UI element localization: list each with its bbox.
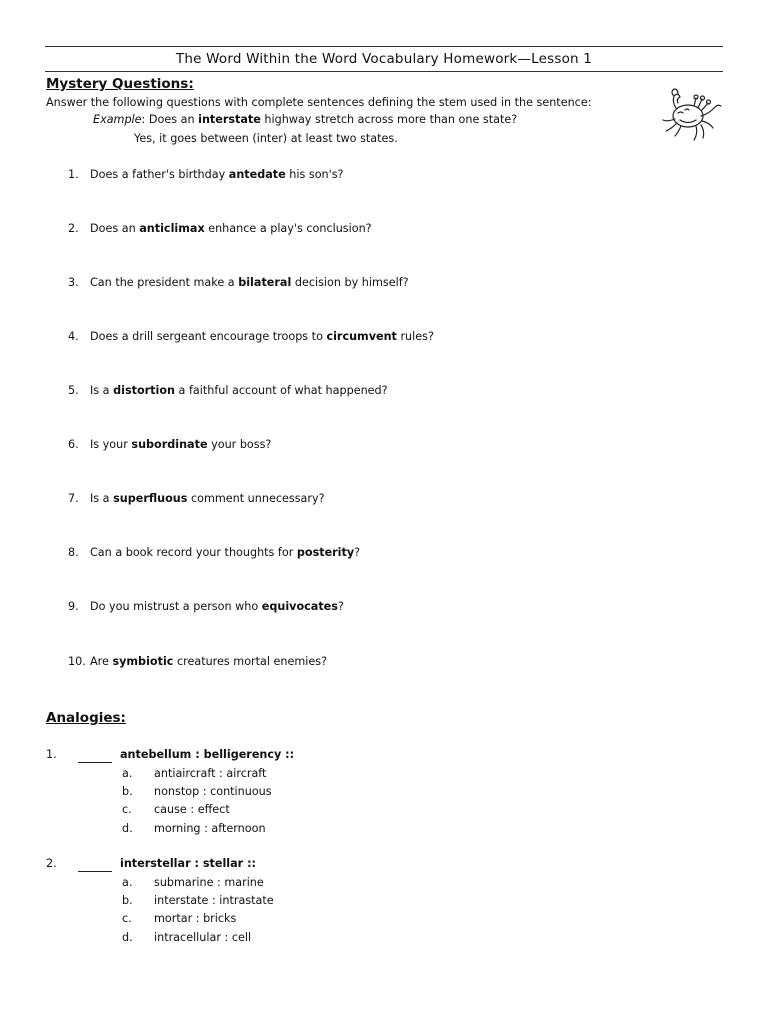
analogy-number: 2. bbox=[46, 857, 57, 870]
page-title: The Word Within the Word Vocabulary Homework—Lesson 1 bbox=[175, 51, 593, 67]
analogy-stem: interstellar : stellar :: bbox=[120, 857, 257, 870]
question-keyword: distortion bbox=[113, 384, 175, 397]
question-keyword: subordinate bbox=[131, 438, 208, 451]
question-number: 2. bbox=[68, 222, 79, 235]
question-text: enhance a play's conclusion? bbox=[204, 222, 372, 235]
question-text: creatures mortal enemies? bbox=[173, 655, 328, 668]
example-label: Example bbox=[93, 113, 142, 126]
example-q-post: highway stretch across more than one state? bbox=[260, 113, 518, 126]
question-6 bbox=[68, 438, 271, 451]
question-text: Can the president make a bbox=[90, 276, 239, 289]
question-number: 3. bbox=[68, 276, 79, 289]
answer-blank[interactable] bbox=[78, 750, 112, 763]
option-text: intracellular : cell bbox=[154, 931, 252, 944]
question-keyword: posterity bbox=[296, 546, 355, 559]
question-2 bbox=[68, 222, 372, 235]
question-text: Are bbox=[90, 655, 113, 668]
example-q-pre: : Does an bbox=[141, 113, 199, 126]
option-letter: b. bbox=[122, 894, 133, 907]
crab-icon bbox=[658, 86, 724, 144]
question-text: Does an bbox=[90, 222, 140, 235]
question-10 bbox=[68, 655, 327, 668]
question-text: Do you mistrust a person who bbox=[90, 600, 262, 613]
question-text: decision by himself? bbox=[291, 276, 409, 289]
question-7 bbox=[68, 492, 325, 505]
question-keyword: superfluous bbox=[113, 492, 188, 505]
question-text: Is a bbox=[90, 384, 114, 397]
question-keyword: antedate bbox=[228, 168, 286, 181]
option-text: mortar : bricks bbox=[154, 912, 237, 925]
question-text: Does a father's birthday bbox=[90, 168, 229, 181]
option-letter: b. bbox=[122, 785, 133, 798]
question-number: 7. bbox=[68, 492, 79, 505]
question-text: rules? bbox=[396, 330, 434, 343]
mystery-instructions: Answer the following questions with complete sentences defining the stem used in the sentence: bbox=[46, 96, 592, 109]
question-4 bbox=[68, 330, 434, 343]
option-text: antiaircraft : aircraft bbox=[154, 767, 267, 780]
example-question bbox=[93, 113, 517, 126]
question-9 bbox=[68, 600, 344, 613]
question-number: 8. bbox=[68, 546, 79, 559]
option-text: morning : afternoon bbox=[154, 822, 266, 835]
question-keyword: circumvent bbox=[326, 330, 397, 343]
option-text: interstate : intrastate bbox=[154, 894, 274, 907]
question-1 bbox=[68, 168, 343, 181]
question-keyword: symbiotic bbox=[112, 655, 174, 668]
answer-blank[interactable] bbox=[78, 859, 112, 872]
question-text: your boss? bbox=[207, 438, 272, 451]
question-5 bbox=[68, 384, 388, 397]
option-text: submarine : marine bbox=[154, 876, 264, 889]
question-number: 9. bbox=[68, 600, 79, 613]
question-text: Does a drill sergeant encourage troops to bbox=[90, 330, 327, 343]
option-text: cause : effect bbox=[154, 803, 230, 816]
question-text: his son's? bbox=[285, 168, 344, 181]
option-letter: a. bbox=[122, 876, 133, 889]
question-number: 5. bbox=[68, 384, 79, 397]
question-text: comment unnecessary? bbox=[187, 492, 325, 505]
example-q-bold: interstate bbox=[198, 113, 261, 126]
question-keyword: bilateral bbox=[238, 276, 292, 289]
option-letter: c. bbox=[122, 803, 132, 816]
question-number: 10. bbox=[68, 655, 86, 668]
header-bottom-rule bbox=[45, 71, 723, 72]
example-answer: Yes, it goes between (inter) at least two states. bbox=[134, 132, 398, 145]
question-8 bbox=[68, 546, 360, 559]
question-number: 6. bbox=[68, 438, 79, 451]
option-text: nonstop : continuous bbox=[154, 785, 272, 798]
question-text: a faithful account of what happened? bbox=[175, 384, 388, 397]
question-text: ? bbox=[354, 546, 361, 559]
option-letter: d. bbox=[122, 931, 133, 944]
analogy-stem: antebellum : belligerency :: bbox=[120, 748, 295, 761]
question-number: 1. bbox=[68, 168, 79, 181]
question-keyword: equivocates bbox=[261, 600, 338, 613]
question-number: 4. bbox=[68, 330, 79, 343]
question-text: Is your bbox=[90, 438, 132, 451]
question-text: Is a bbox=[90, 492, 114, 505]
option-letter: a. bbox=[122, 767, 133, 780]
analogy-number: 1. bbox=[46, 748, 57, 761]
question-text: ? bbox=[337, 600, 344, 613]
question-3 bbox=[68, 276, 409, 289]
header-top-rule bbox=[45, 46, 723, 47]
analogies-heading: Analogies: bbox=[46, 710, 126, 726]
option-letter: d. bbox=[122, 822, 133, 835]
mystery-heading: Mystery Questions: bbox=[46, 76, 194, 92]
question-text: Can a book record your thoughts for bbox=[90, 546, 297, 559]
option-letter: c. bbox=[122, 912, 132, 925]
question-keyword: anticlimax bbox=[139, 222, 205, 235]
